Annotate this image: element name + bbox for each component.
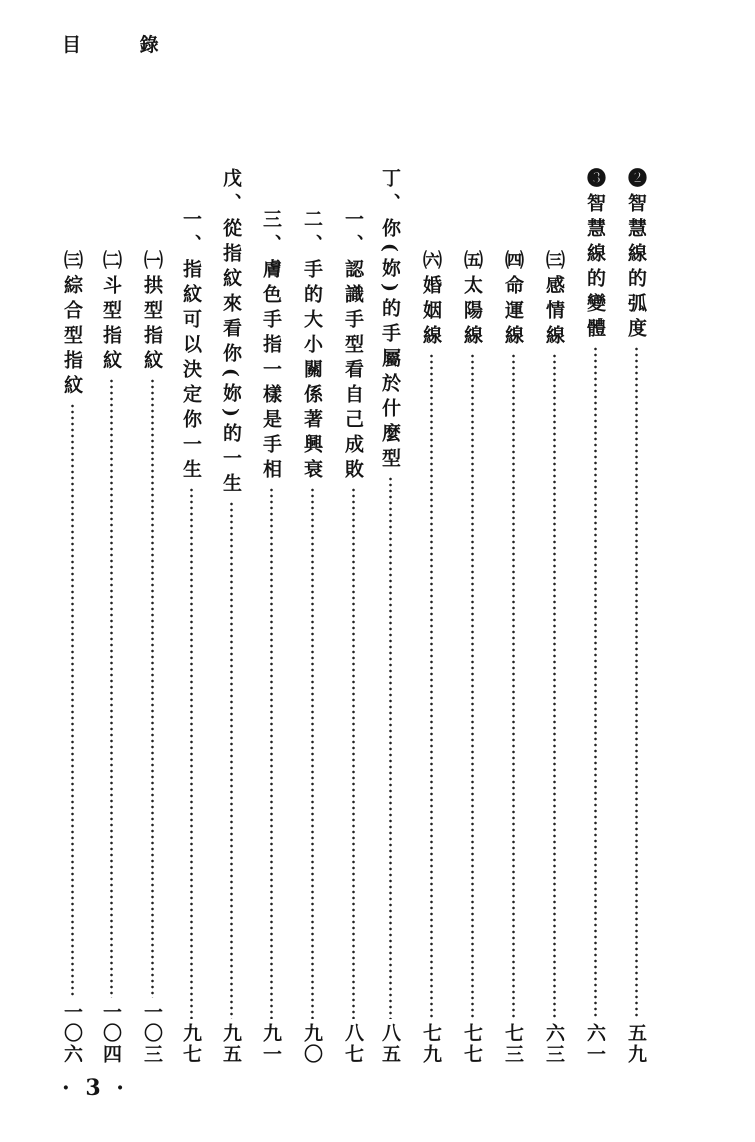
toc-entry-title: ❸智慧線的變體 (584, 168, 606, 343)
leader-dots (471, 353, 474, 1019)
toc-entry-page: 一〇三 (141, 1002, 163, 1065)
toc-entry-title: ㈢感情線 (543, 250, 565, 350)
leader-dots (71, 403, 74, 998)
toc-entry-title: 一、指紋可以決定你一生 (180, 209, 202, 484)
leader-dots (110, 378, 113, 998)
toc-entry-title: ㈠拱型指紋 (141, 250, 163, 375)
toc-entry-title: 二、手的大小關係著興衰 (301, 209, 323, 484)
toc-entry[interactable] (500, 250, 526, 1065)
toc-entry-page: 一〇六 (61, 1002, 83, 1065)
toc-entry-page: 六三 (543, 1023, 565, 1065)
toc-entry-title: ㈥婚姻線 (420, 250, 442, 350)
toc-entry-title: ㈢綜合型指紋 (61, 250, 83, 400)
toc-entry-title: ㈤太陽線 (461, 250, 483, 350)
toc-entry[interactable] (139, 250, 165, 1065)
toc-entry-page: 五九 (625, 1023, 647, 1065)
toc-entry[interactable] (377, 168, 403, 1065)
leader-dots (553, 353, 556, 1019)
toc-entry-title: ㈣命運線 (502, 250, 524, 350)
toc-entry-page: 九五 (220, 1023, 242, 1065)
toc-entry[interactable] (258, 209, 284, 1065)
toc-entry-page: 八七 (342, 1023, 364, 1065)
toc-entry-title: 丁、你(妳)的手屬於什麼型 (379, 168, 401, 473)
toc-entry-title: 三、膚色手指一樣是手相 (260, 209, 282, 484)
page-number: · 3 · (62, 1075, 128, 1101)
toc-entry[interactable] (218, 168, 244, 1065)
toc-entry[interactable] (582, 168, 608, 1065)
leader-dots (151, 378, 154, 998)
leader-dots (512, 353, 515, 1019)
toc-entry-page: 九一 (260, 1023, 282, 1065)
toc-entry[interactable] (299, 209, 325, 1065)
toc-entry[interactable] (418, 250, 444, 1065)
leader-dots (190, 487, 193, 1019)
toc-entry-page: 七三 (502, 1023, 524, 1065)
leader-dots (352, 487, 355, 1019)
leader-dots (594, 346, 597, 1019)
leader-dots (230, 501, 233, 1019)
toc-entry-page: 九七 (180, 1023, 202, 1065)
leader-dots (389, 476, 392, 1019)
toc-entry-page: 七七 (461, 1023, 483, 1065)
toc-entry-page: 八五 (379, 1023, 401, 1065)
toc-entry-page: 七九 (420, 1023, 442, 1065)
toc-entry-title: ❷智慧線的弧度 (625, 168, 647, 343)
toc-entry-title: ㈡斗型指紋 (100, 250, 122, 375)
toc-entry[interactable] (623, 168, 649, 1065)
toc-entry[interactable] (98, 250, 124, 1065)
page-title: 目 錄 (62, 34, 185, 56)
leader-dots (311, 487, 314, 1019)
toc-entry-page: 六一 (584, 1023, 606, 1065)
leader-dots (270, 487, 273, 1019)
toc-entry-title: 一、認識手型看自己成敗 (342, 209, 364, 484)
toc-entry-page: 九〇 (301, 1023, 323, 1065)
toc-entry[interactable] (178, 209, 204, 1065)
toc-entry[interactable] (59, 250, 85, 1065)
leader-dots (430, 353, 433, 1019)
leader-dots (635, 346, 638, 1019)
toc-entry[interactable] (541, 250, 567, 1065)
toc-entry[interactable] (340, 209, 366, 1065)
toc-entry[interactable] (459, 250, 485, 1065)
toc-entry-page: 一〇四 (100, 1002, 122, 1065)
toc-entry-title: 戊、從指紋來看你(妳)的一生 (220, 168, 242, 498)
